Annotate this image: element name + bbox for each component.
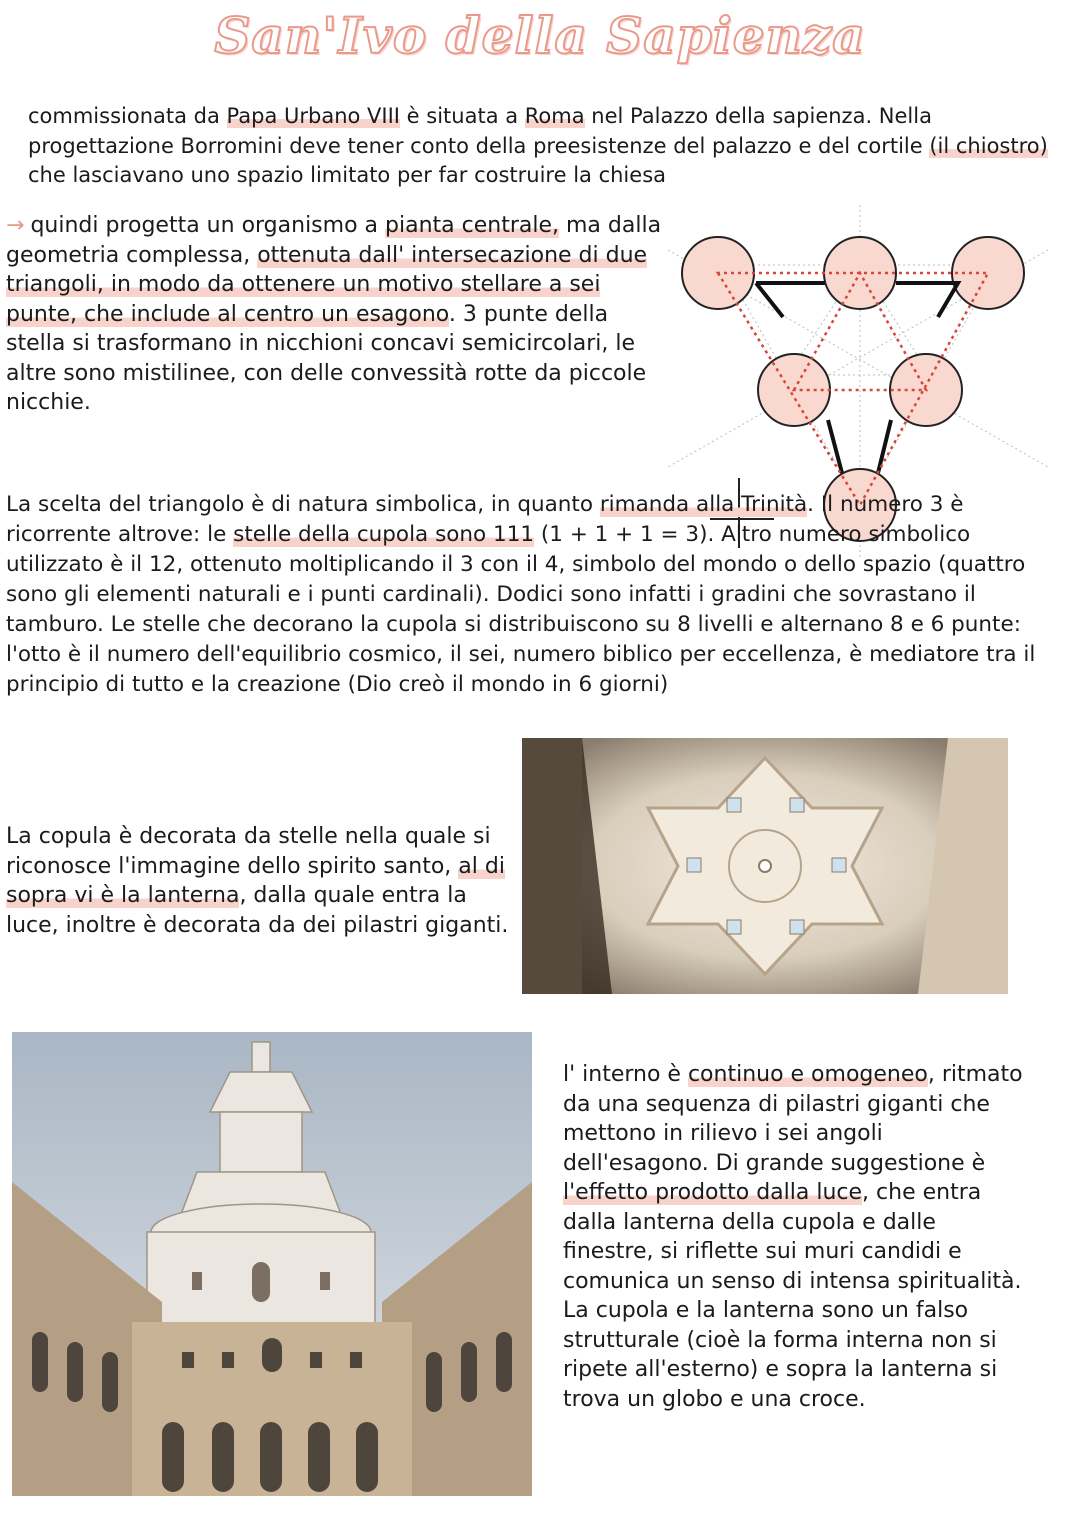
highlight: Papa Urbano VIII bbox=[226, 104, 400, 128]
arrow-icon: → bbox=[6, 213, 25, 238]
symbolism-paragraph: La scelta del triangolo è di natura simbolica, in quanto rimanda alla Trinità. Il numero 3 è ricorrente altrove: le stelle della cupola sono 111 (1 + 1 + 1 = 3). Altro numero simbolico utilizzato è il 12, ottenuto moltiplicando il 3 con il 4, simbolo del mondo o dello spazio (quattro sono gli elementi naturali e i punti cardinali). Dodici sono infatti i gradini che sovrastano il tamburo. Le stelle che decorano la cupola si distribuiscono su 8 livelli e alternano 8 e 6 punte: l'otto è il numero dell'equilibrio cosmico, il sei, numero biblico per eccellenza, è mediatore tra il principio di tutto e la creazione (Dio creò il mondo in 6 giorni) bbox=[6, 492, 1036, 697]
plan-paragraph: → quindi progetta un organismo a pianta centrale, ma dalla geometria complessa, ottenuta dall' intersecazione di due triangoli, in modo da ottenere un motivo stellare a sei punte, che include al centro un esagono. 3 punte della stella si trasformano in nicchioni concavi semicircolari, le altre sono mistilinee, con delle convessità rotte da piccole nicchie. bbox=[6, 213, 662, 415]
highlight: continuo e omogeneo bbox=[687, 1062, 928, 1087]
building-photo bbox=[12, 1032, 532, 1496]
highlight: Roma bbox=[524, 104, 585, 128]
page-title: San'Ivo della Sapienza bbox=[214, 6, 866, 65]
highlight: rimanda alla Trinità bbox=[599, 492, 808, 517]
highlight: pianta centrale, bbox=[385, 213, 559, 238]
highlight: al di sopra vi è la lanterna bbox=[6, 853, 505, 908]
dome-photo bbox=[522, 738, 1008, 994]
interior-paragraph: l' interno è continuo e omogeneo, ritmato da una sequenza di pilastri giganti che mettono in rilievo i sei angoli dell'esagono. Di grande suggestione è l'effetto prodotto dalla luce, che entra dalla lanterna della cupola e dalle finestre, si riflette sui muri candidi e comunica un senso di intensa spiritualità. La cupola e la lanterna sono un falso strutturale (cioè la forma interna non si ripete all'esterno) e sopra la lanterna si trova un globo e una croce. bbox=[563, 1062, 1023, 1412]
dome-paragraph: La copula è decorata da stelle nella quale si riconosce l'immagine dello spirito santo, al di sopra vi è la lanterna, dalla quale entra la luce, inoltre è decorata da dei pilastri giganti. bbox=[6, 824, 509, 938]
highlight: stelle della cupola sono 111 bbox=[233, 522, 535, 547]
highlight: ottenuta dall' intersecazione di due triangoli, in modo da ottenere un motivo stellare a sei punte, che include al centro un esagono bbox=[6, 242, 648, 327]
highlight: l'effetto prodotto dalla luce bbox=[563, 1180, 863, 1205]
highlight: (il chiostro) bbox=[929, 133, 1048, 158]
intro-paragraph: commissionata da Papa Urbano VIII è situata a Roma nel Palazzo della sapienza. Nella progettazione Borromini deve tener conto della preesistenze del palazzo e del cortile (il chiostro) che lasciavano uno spazio limitato per far costruire la chiesa bbox=[28, 104, 1048, 187]
